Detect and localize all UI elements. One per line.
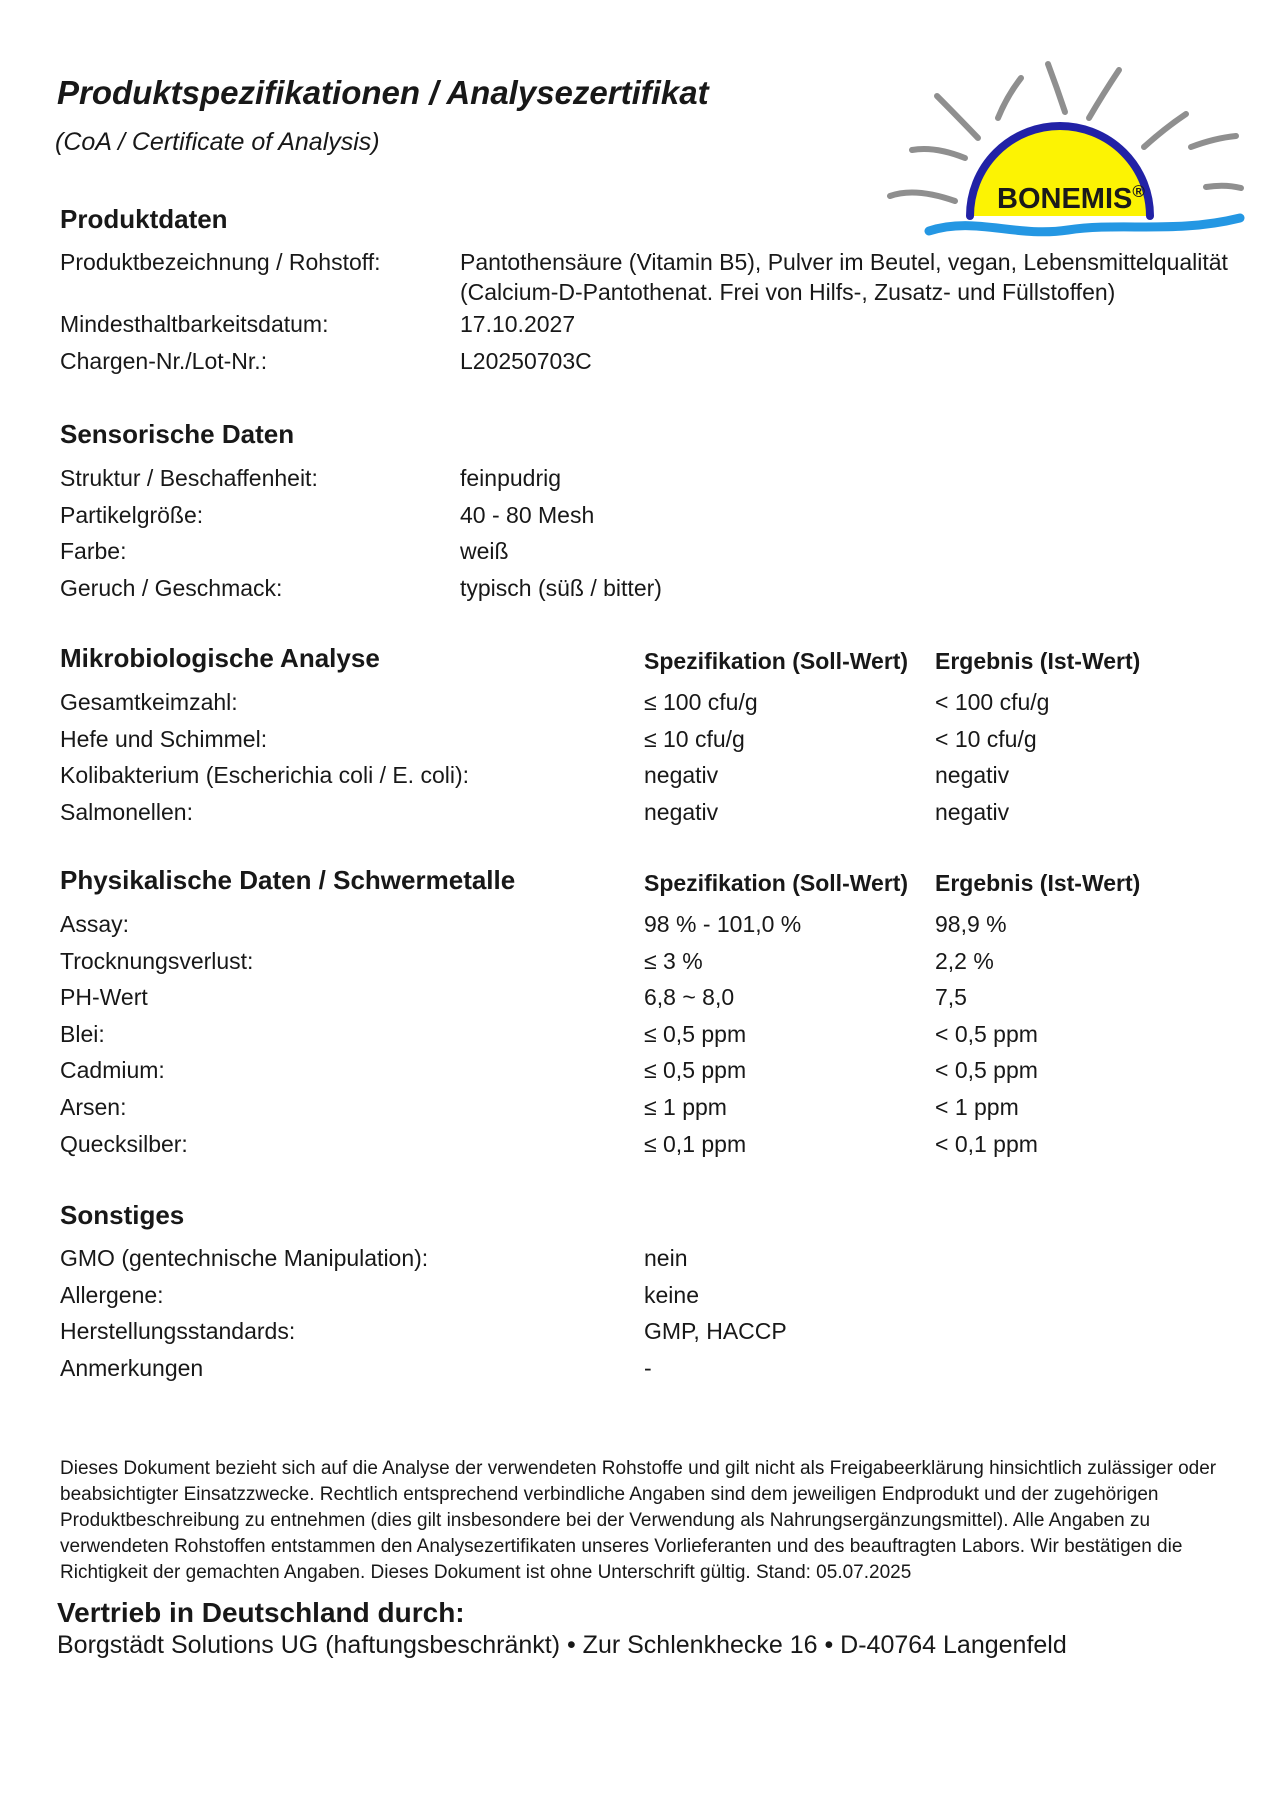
row-value: keine — [644, 1281, 699, 1308]
table-row — [60, 1092, 1240, 1129]
section-sonstiges — [60, 1199, 1240, 1389]
row-spec-value: negativ — [644, 798, 719, 825]
column-header-ergebnis: Ergebnis (Ist-Wert) — [935, 870, 1141, 896]
row-label: Struktur / Beschaffenheit: — [60, 465, 318, 491]
table-row — [60, 946, 1240, 983]
row-value: Pantothensäure (Vitamin B5), Pulver im Beutel, vegan, Lebensmittelqualität (Calcium-D-Pantothenat. Frei von Hilfs-, Zusatz- und Füllstoffen) — [460, 249, 1228, 305]
row-spec-value: ≤ 0,1 ppm — [644, 1130, 747, 1157]
table-row — [60, 797, 1240, 834]
row-label: Anmerkungen — [60, 1354, 204, 1381]
page-subtitle: (CoA / Certificate of Analysis) — [55, 128, 380, 156]
distribution-heading: Vertrieb in Deutschland durch: — [57, 1597, 465, 1628]
table-row — [60, 687, 1240, 724]
row-result-value: < 1 ppm — [935, 1093, 1019, 1120]
row-label: Partikelgröße: — [60, 501, 204, 528]
table-row — [60, 247, 1240, 309]
column-header-ergebnis: Ergebnis (Ist-Wert) — [935, 648, 1141, 674]
row-label: Cadmium: — [60, 1057, 165, 1084]
row-result-value: 2,2 % — [935, 947, 994, 974]
row-value: L20250703C — [460, 347, 592, 374]
distribution-address: Borgstädt Solutions UG (haftungsbeschränkt) • Zur Schlenkhecke 16 • D-40764 Langenfeld — [57, 1631, 1067, 1659]
row-result-value: negativ — [935, 762, 1010, 789]
row-value: typisch (süß / bitter) — [460, 574, 662, 601]
section-heading: Sonstiges — [60, 1200, 185, 1230]
row-spec-value: negativ — [644, 762, 719, 789]
section-mikrobiologische-analyse — [60, 642, 1240, 833]
section-produktdaten — [60, 203, 1240, 382]
row-value: nein — [644, 1245, 688, 1271]
table-row — [60, 1280, 1240, 1317]
section-heading: Mikrobiologische Analyse — [60, 643, 380, 673]
table-row — [60, 1055, 1240, 1092]
row-spec-value: ≤ 3 % — [644, 947, 703, 974]
table-row — [60, 463, 1240, 500]
row-spec-value: ≤ 100 cfu/g — [644, 689, 758, 715]
row-label: Trocknungsverlust: — [60, 947, 254, 974]
section-heading: Produktdaten — [60, 204, 228, 234]
row-label: Chargen-Nr./Lot-Nr.: — [60, 347, 268, 374]
row-result-value: < 10 cfu/g — [935, 725, 1037, 752]
row-result-value: < 100 cfu/g — [935, 689, 1050, 715]
row-label: Mindesthaltbarkeitsdatum: — [60, 311, 329, 337]
row-label: Blei: — [60, 1020, 105, 1047]
row-value: GMP, HACCP — [644, 1318, 787, 1345]
row-label: Gesamtkeimzahl: — [60, 689, 238, 715]
row-value: 40 - 80 Mesh — [460, 501, 595, 528]
disclaimer-text: Dieses Dokument bezieht sich auf die Analyse der verwendeten Rohstoffe und gilt nicht als Freigabeerklärung hinsichtlich zulässiger oder beabsichtigter Einsatzzwecke. Rechtlich entsprechend verbindliche Angaben sind dem jeweiligen Endprodukt und der zugehörigen Produktbeschreibung zu entnehmen (dies gilt insbesondere bei der Verwendung als Nahrungsergänzungsmittel). Alle Angaben zu verwendeten Rohstoffen entstammen den Analysezertifikaten unseres Vorlieferanten und des beauftragten Labors. Wir bestätigen die Richtigkeit der gemachten Angaben. Dieses Dokument ist ohne Unterschrift gültig. Stand: 05.07.2025 — [60, 1458, 1217, 1583]
table-row — [60, 500, 1240, 537]
row-spec-value: ≤ 1 ppm — [644, 1093, 727, 1120]
row-label: Herstellungsstandards: — [60, 1318, 296, 1345]
column-header-spezifikation: Spezifikation (Soll-Wert) — [644, 870, 909, 896]
row-label: Produktbezeichnung / Rohstoff: — [60, 249, 381, 275]
section-heading: Physikalische Daten / Schwermetalle — [60, 865, 516, 895]
registered-mark: ® — [1132, 182, 1145, 201]
row-spec-value: ≤ 10 cfu/g — [644, 725, 745, 752]
row-result-value: negativ — [935, 798, 1010, 825]
row-label: Geruch / Geschmack: — [60, 574, 283, 601]
row-value: - — [644, 1354, 652, 1381]
row-spec-value: ≤ 0,5 ppm — [644, 1020, 747, 1047]
table-row — [60, 536, 1240, 573]
table-row — [60, 309, 1240, 346]
row-label: PH-Wert — [60, 984, 148, 1011]
row-spec-value: 6,8 ~ 8,0 — [644, 984, 735, 1011]
row-spec-value: 98 % - 101,0 % — [644, 911, 802, 937]
table-row — [60, 573, 1240, 610]
row-label: Salmonellen: — [60, 798, 193, 825]
table-row — [60, 346, 1240, 383]
section-physikalische-daten — [60, 864, 1240, 1165]
row-value: weiß — [460, 538, 509, 565]
table-row — [60, 1019, 1240, 1056]
row-value: feinpudrig — [460, 465, 562, 491]
table-row — [60, 1129, 1240, 1166]
table-row — [60, 724, 1240, 761]
row-label: Farbe: — [60, 538, 127, 565]
row-result-value: < 0,1 ppm — [935, 1130, 1038, 1157]
row-result-value: 7,5 — [935, 984, 967, 1011]
section-sensorische-daten — [60, 418, 1240, 609]
row-result-value: < 0,5 ppm — [935, 1057, 1038, 1084]
table-row — [60, 1243, 1240, 1280]
row-label: Kolibakterium (Escherichia coli / E. coli): — [60, 762, 470, 789]
table-row — [60, 909, 1240, 946]
row-label: Quecksilber: — [60, 1130, 188, 1157]
row-label: Assay: — [60, 911, 130, 937]
table-row — [60, 760, 1240, 797]
row-label: Hefe und Schimmel: — [60, 725, 268, 752]
row-value: 17.10.2027 — [460, 311, 576, 337]
row-result-value: < 0,5 ppm — [935, 1020, 1038, 1047]
row-label: GMO (gentechnische Manipulation): — [60, 1245, 429, 1271]
table-row — [60, 1353, 1240, 1390]
brand-text: BONEMIS® — [997, 182, 1145, 215]
section-heading: Sensorische Daten — [60, 419, 295, 449]
table-row — [60, 1316, 1240, 1353]
row-spec-value: ≤ 0,5 ppm — [644, 1057, 747, 1084]
page-title: Produktspezifikationen / Analysezertifikat — [57, 74, 709, 111]
row-result-value: 98,9 % — [935, 911, 1007, 937]
row-label: Arsen: — [60, 1093, 127, 1120]
table-row — [60, 982, 1240, 1019]
column-header-spezifikation: Spezifikation (Soll-Wert) — [644, 648, 909, 674]
row-label: Allergene: — [60, 1281, 164, 1308]
